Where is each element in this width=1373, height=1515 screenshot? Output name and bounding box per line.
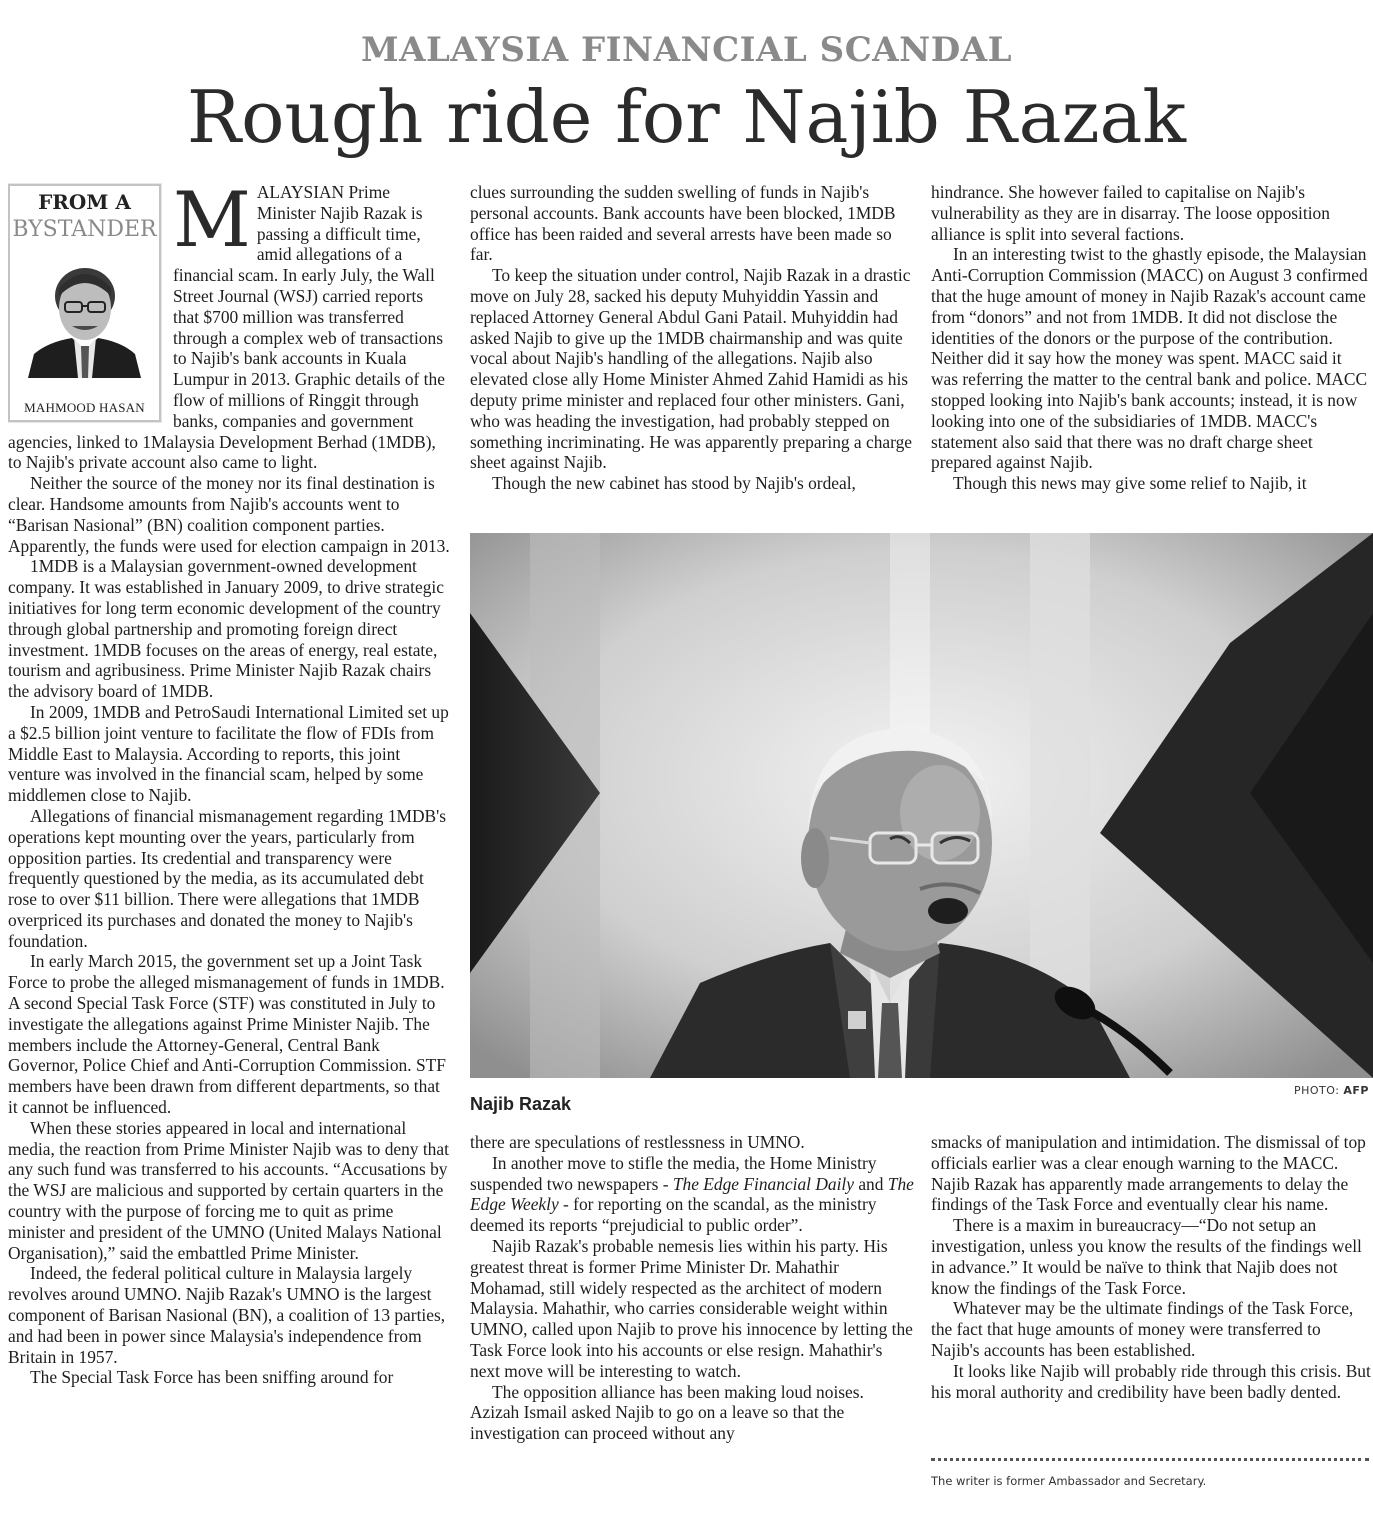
paragraph: there are speculations of restlessness in UMNO. <box>470 1132 805 1152</box>
paragraph: The opposition alliance has been making loud noises. Azizah Ismail asked Najib to go on a leave so that the investigation can proceed without any <box>470 1381 864 1444</box>
article-column-1 <box>8 182 450 1492</box>
paragraph: To keep the situation under control, Najib Razak in a drastic move on July 28, sacked his deputy Muhyiddin Yassin and replaced Attorney General Abdul Gani Patail. Muhyiddin had asked Najib to give up the 1MDB chairmanship and was quite vocal about Najib's handling of the allegations. Najib also elevated close ally Home Minister Ahmed Zahid Hamidi as his deputy prime minister and replaced four other ministers. Gani, who was heading the investigation, had probably stepped on something incriminating. He was apparently preparing a charge sheet against Najib. <box>470 265 913 473</box>
column-logo-line1: FROM A <box>38 190 131 214</box>
paragraph: Though this news may give some relief to Najib, it <box>953 473 1307 494</box>
paragraph: Indeed, the federal political culture in Malaysia largely revolves around UMNO. Najib Razak's UMNO is the largest component of Barisan Nasional (BN), a coalition of 13 parties, and had been in power since Malaysia's independence from Britain in 1957. <box>8 1263 446 1367</box>
column-logo-line2: BYSTANDER <box>12 217 157 242</box>
author-name: MAHMOOD HASAN <box>24 400 145 415</box>
headline: Rough ride for Najib Razak <box>186 75 1187 159</box>
article-column-2-bottom <box>470 1132 914 1497</box>
article-column-3-bottom <box>931 1132 1371 1442</box>
photo-credit-label: PHOTO: <box>1293 1084 1340 1097</box>
section-kicker: MALAYSIA FINANCIAL SCANDAL <box>360 30 1013 70</box>
paragraph: In early March 2015, the government set up a Joint Task Force to probe the alleged mismanagement of funds in 1MDB. A second Special Task Force (STF) was constituted in July to investigate the allegations against Prime Minister Najib. The members include the Attorney-General, Central Bank Governor, Police Chief and Anti-Corruption Commission. STF members have been drawn from different departments, so that it cannot be influenced. <box>8 951 446 1118</box>
paragraph: clues surrounding the sudden swelling of funds in Najib's personal accounts. Bank accounts have been blocked, 1MDB office has been raided and several arrests have been made so far. <box>470 182 896 265</box>
paragraph: Whatever may be the ultimate findings of the Task Force, the fact that huge amounts of money were transferred to Najib's accounts has been established. <box>931 1298 1354 1360</box>
paragraph-text: - for reporting on the scandal, as the ministry deemed its reports “prejudicial to public order”. <box>470 1194 877 1236</box>
paragraph: ALAYSIAN Prime Minister Najib Razak is passing a difficult time, amid allegations of a financial scam. In early July, the Wall Street Journal (WSJ) carried reports that $700 million was transferred through a complex web of transactions to Najib's bank accounts in Kuala Lumpur in 2013. Graphic details of the flow of millions of Ringgit through banks, companies and government agencies, linked to 1Malaysia Development Berhad (1MDB), to Najib's private account also came to light. <box>8 182 445 473</box>
paragraph: smacks of manipulation and intimidation. The dismissal of top officials earlier was a clear enough warning to the MACC. Najib Razak has apparently made arrangements to delay the findings of the Task Force and eventually clear his name. <box>931 1132 1366 1215</box>
paragraph-text: and <box>853 1173 888 1194</box>
newspaper-title: The Edge Weekly <box>470 1173 914 1215</box>
paragraph: Neither the source of the money nor its final destination is clear. Handsome amounts from Najib's accounts went to “Barisan Nasional” (BN) coalition component parties. Apparently, the funds were used for election campaign in 2013. <box>8 473 450 556</box>
paragraph-text: In another move to stifle the media, the Home Ministry suspended two newspapers - <box>470 1152 877 1194</box>
article-column-3-top <box>931 182 1371 520</box>
paragraph: 1MDB is a Malaysian government-owned development company. It was established in January 2009, to drive strategic initiatives for long term economic development of the country through global partnership and promoting foreign direct investment. 1MDB focuses on the areas of energy, real estate, tourism and agribusiness. Prime Minister Najib Razak chairs the advisory board of 1MDB. <box>8 556 444 702</box>
photo-credit-source: AFP <box>1343 1084 1369 1097</box>
photo-caption: Najib Razak <box>470 1094 572 1114</box>
newspaper-title: The Edge Financial Daily <box>672 1173 854 1194</box>
dotted-divider <box>931 1458 1369 1461</box>
author-portrait <box>28 258 141 378</box>
paragraph: Allegations of financial mismanagement regarding 1MDB's operations kept mounting over the years, particularly from opposition parties. Its credential and transparency were frequently questioned by the media, as its accumulated debt rose to over $11 billion. There were allegations that 1MDB overpriced its purchases and donated the money to Najib's foundation. <box>8 805 447 951</box>
column-logo-box <box>8 184 161 422</box>
news-photo <box>470 533 1373 1078</box>
paragraph: The Special Task Force has been sniffing around for <box>30 1367 394 1388</box>
paragraph: There is a maxim in bureaucracy—“Do not setup an investigation, unless you know the results of the findings well in advance.” It would be naïve to think that Najib does not know the findings of the Task Force. <box>931 1215 1362 1298</box>
paragraph: hindrance. She however failed to capitalise on Najib's vulnerability as they are in disarray. The loose opposition alliance is split into several factions. <box>931 182 1330 244</box>
paragraph: In an interesting twist to the ghastly episode, the Malaysian Anti-Corruption Commission (MACC) on August 3 confirmed that the huge amount of money in Najib Razak's account came from “donors” and not from 1MDB. It did not disclose the identities of the donors or the purpose of the contribution. Neither did it say how the money was spent. MACC said it was referring the matter to the central bank and police. MACC stopped looking into Najib's bank accounts; instead, it is now looking into one of the subsidiaries of 1MDB. MACC's statement also said that there was no draft charge sheet prepared against Najib. <box>931 244 1368 473</box>
paragraph <box>470 1153 914 1236</box>
paragraph: It looks like Najib will probably ride through this crisis. But his moral authority and credibility have been badly dented. <box>931 1360 1371 1402</box>
paragraph: In 2009, 1MDB and PetroSaudi International Limited set up a $2.5 billion joint venture to facilitate the flow of FDIs from Middle East to Malaysia. According to reports, this joint venture was involved in the financial scam, helped by some middlemen close to Najib. <box>8 701 449 806</box>
author-footnote: The writer is former Ambassador and Secretary. <box>931 1474 1207 1488</box>
paragraph: Though the new cabinet has stood by Najib's ordeal, <box>492 473 856 494</box>
photo-credit <box>1294 1084 1369 1097</box>
drop-cap: M <box>173 182 251 264</box>
article-column-2-top <box>470 182 914 520</box>
paragraph: When these stories appeared in local and international media, the reaction from Prime Minister Najib was to deny that any such fund was transferred to his accounts. “Accusations by the WSJ are malicious and supported by certain quarters in the country with the purpose of forcing me to quit as prime minister and president of the UMNO (United Malays National Organisation),” said the embattled Prime Minister. <box>8 1117 449 1263</box>
paragraph: Najib Razak's probable nemesis lies within his party. His greatest threat is former Prime Minister Dr. Mahathir Mohamad, still widely respected as the architect of modern Malaysia. Mahathir, who carries considerable weight within UMNO, called upon Najib to prove his innocence by letting the Task Force look into his accounts or else resign. Mahathir's next move will be interesting to watch. <box>470 1235 913 1381</box>
